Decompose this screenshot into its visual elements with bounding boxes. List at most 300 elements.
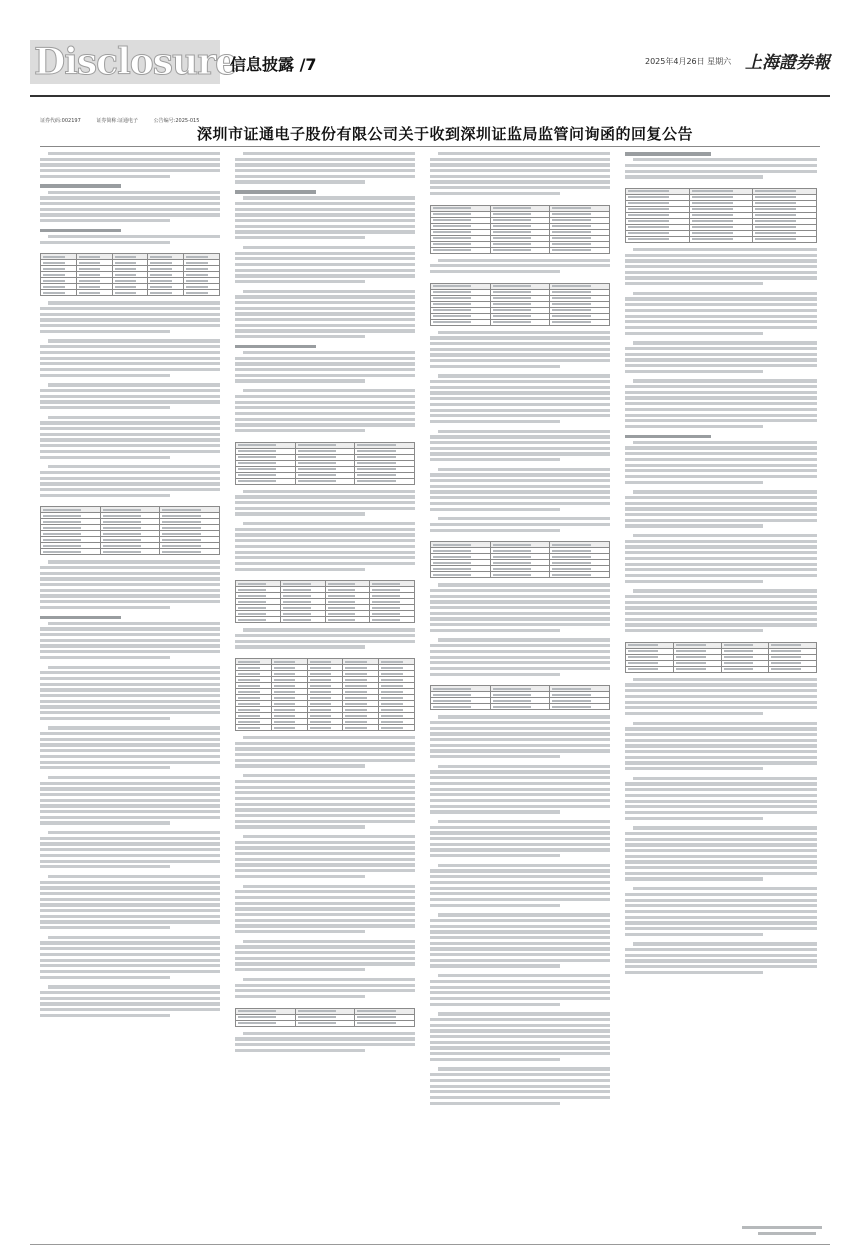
table-cell xyxy=(689,236,753,242)
text-line xyxy=(430,479,610,482)
cell-text-placeholder xyxy=(43,545,81,547)
cell-text-placeholder xyxy=(162,509,200,511)
cell-text-placeholder xyxy=(238,1010,276,1012)
cell-text-placeholder xyxy=(238,613,266,615)
text-line xyxy=(235,852,415,855)
text-line xyxy=(430,1041,610,1044)
cell-text-placeholder xyxy=(345,667,367,669)
cell-text-placeholder xyxy=(357,480,395,482)
cell-text-placeholder xyxy=(274,715,296,717)
text-line xyxy=(430,936,610,939)
cell-text-placeholder xyxy=(310,679,332,681)
text-line xyxy=(430,964,560,967)
cell-text-placeholder xyxy=(628,668,658,670)
text-line xyxy=(625,904,817,907)
table-cell xyxy=(769,666,817,672)
cell-text-placeholder xyxy=(79,262,101,264)
cell-text-placeholder xyxy=(552,285,590,287)
cell-text-placeholder xyxy=(692,196,733,198)
cell-text-placeholder xyxy=(345,727,367,729)
text-line xyxy=(243,490,415,493)
text-line xyxy=(235,312,415,315)
text-line xyxy=(625,419,817,422)
text-line xyxy=(40,330,170,333)
text-line xyxy=(243,290,415,293)
text-line xyxy=(438,974,610,977)
text-line xyxy=(430,925,610,928)
text-line xyxy=(430,732,610,735)
text-line xyxy=(430,755,560,758)
section-heading-line xyxy=(235,345,316,349)
text-line xyxy=(235,269,415,272)
text-line xyxy=(235,764,365,767)
cell-text-placeholder xyxy=(162,521,200,523)
text-line xyxy=(625,458,817,461)
text-line xyxy=(430,529,560,532)
cell-text-placeholder xyxy=(238,685,260,687)
cell-text-placeholder xyxy=(274,667,296,669)
text-line xyxy=(625,580,763,583)
cell-text-placeholder xyxy=(493,556,531,558)
cell-text-placeholder xyxy=(283,601,311,603)
cell-text-placeholder xyxy=(345,721,367,723)
cell-text-placeholder xyxy=(238,1016,276,1018)
cell-text-placeholder xyxy=(79,268,101,270)
text-line xyxy=(235,357,415,360)
text-line xyxy=(40,738,220,741)
cell-text-placeholder xyxy=(493,237,531,239)
cell-text-placeholder xyxy=(238,703,260,705)
cell-text-placeholder xyxy=(310,691,332,693)
text-line xyxy=(40,406,170,409)
cell-text-placeholder xyxy=(186,256,208,258)
cell-text-placeholder xyxy=(381,673,403,675)
text-line xyxy=(40,964,220,967)
text-line xyxy=(235,742,415,745)
cell-text-placeholder xyxy=(493,243,531,245)
text-line xyxy=(235,539,415,542)
text-line xyxy=(40,318,220,321)
text-line xyxy=(625,320,817,323)
cell-text-placeholder xyxy=(771,650,801,652)
text-line xyxy=(235,412,415,415)
text-line xyxy=(40,600,220,603)
cell-text-placeholder xyxy=(103,551,141,553)
text-line xyxy=(430,661,610,664)
text-line xyxy=(430,776,610,779)
cell-text-placeholder xyxy=(692,232,733,234)
cell-text-placeholder xyxy=(372,589,400,591)
text-line xyxy=(625,524,763,527)
text-line xyxy=(625,927,817,930)
paragraph-gap xyxy=(235,573,415,577)
text-line xyxy=(40,700,220,703)
text-line xyxy=(625,303,817,306)
data-table xyxy=(235,442,415,485)
text-line xyxy=(40,362,220,365)
text-line xyxy=(430,508,560,511)
cell-text-placeholder xyxy=(283,595,311,597)
cell-text-placeholder xyxy=(150,286,172,288)
text-line xyxy=(40,909,220,912)
text-line xyxy=(235,180,365,183)
text-line xyxy=(625,271,817,274)
cell-text-placeholder xyxy=(283,589,311,591)
text-line xyxy=(235,379,365,382)
table-cell xyxy=(626,236,690,242)
text-line xyxy=(430,1029,610,1032)
cell-text-placeholder xyxy=(493,297,531,299)
table-cell xyxy=(41,549,101,555)
text-line xyxy=(48,416,220,419)
table-cell xyxy=(673,666,721,672)
text-line xyxy=(243,628,415,631)
text-line xyxy=(430,600,610,603)
text-line xyxy=(430,980,610,983)
cell-text-placeholder xyxy=(493,315,531,317)
text-line xyxy=(625,877,763,880)
cell-text-placeholder xyxy=(345,679,367,681)
cell-text-placeholder xyxy=(755,226,796,228)
text-line xyxy=(40,427,220,430)
text-line xyxy=(40,438,220,441)
cell-text-placeholder xyxy=(433,574,471,576)
table-cell xyxy=(280,617,325,623)
cell-text-placeholder xyxy=(552,231,590,233)
text-line xyxy=(40,717,170,720)
cell-text-placeholder xyxy=(162,545,200,547)
text-line xyxy=(40,482,220,485)
text-line xyxy=(625,481,763,484)
text-line xyxy=(625,899,817,902)
cell-text-placeholder xyxy=(724,662,754,664)
cell-text-placeholder xyxy=(43,286,65,288)
stock-code: 证券代码:002197 xyxy=(40,118,81,124)
table-row xyxy=(431,572,610,578)
text-line xyxy=(430,403,610,406)
masthead xyxy=(30,40,830,86)
cell-text-placeholder xyxy=(433,213,471,215)
text-line xyxy=(40,202,220,205)
text-line xyxy=(235,820,415,823)
cell-text-placeholder xyxy=(552,213,590,215)
text-line xyxy=(235,1043,415,1046)
text-line xyxy=(430,810,560,813)
cell-text-placeholder xyxy=(433,315,471,317)
cell-text-placeholder xyxy=(493,568,531,570)
text-line xyxy=(40,566,220,569)
brand-wordmark: Disclosure xyxy=(34,41,238,83)
cell-text-placeholder xyxy=(676,650,706,652)
text-line xyxy=(40,175,170,178)
table-cell xyxy=(236,725,272,731)
paragraph-gap xyxy=(235,651,415,655)
text-line xyxy=(235,236,365,239)
text-line xyxy=(40,892,220,895)
cell-text-placeholder xyxy=(692,220,733,222)
cell-text-placeholder xyxy=(372,619,400,621)
text-line xyxy=(430,180,610,183)
text-line xyxy=(625,464,817,467)
table-row xyxy=(431,319,610,325)
text-line xyxy=(625,733,817,736)
text-line xyxy=(235,495,415,498)
text-line xyxy=(625,326,817,329)
text-line xyxy=(40,915,220,918)
text-line xyxy=(235,786,415,789)
text-line xyxy=(625,916,817,919)
table-cell xyxy=(100,549,160,555)
text-line xyxy=(625,332,763,335)
text-line xyxy=(40,688,220,691)
cell-text-placeholder xyxy=(493,550,531,552)
text-line xyxy=(40,947,220,950)
cell-text-placeholder xyxy=(433,321,471,323)
body-column-4 xyxy=(625,152,817,980)
text-line xyxy=(430,473,610,476)
text-line xyxy=(243,389,415,392)
text-line xyxy=(48,301,220,304)
brand-block xyxy=(30,40,238,84)
text-line xyxy=(625,469,817,472)
text-line xyxy=(430,1035,610,1038)
cell-text-placeholder xyxy=(771,668,801,670)
text-line xyxy=(235,890,415,893)
paragraph-gap xyxy=(625,635,817,639)
cell-text-placeholder xyxy=(79,256,101,258)
cell-text-placeholder xyxy=(238,589,266,591)
text-line xyxy=(633,248,817,251)
table-cell xyxy=(112,290,148,296)
cell-text-placeholder xyxy=(433,297,471,299)
cell-text-placeholder xyxy=(310,709,332,711)
cell-text-placeholder xyxy=(186,274,208,276)
text-line xyxy=(40,903,220,906)
text-line xyxy=(235,930,365,933)
cell-text-placeholder xyxy=(238,444,276,446)
text-line xyxy=(40,606,170,609)
cell-text-placeholder xyxy=(115,262,137,264)
text-line xyxy=(438,152,610,155)
cell-text-placeholder xyxy=(433,688,471,690)
cell-text-placeholder xyxy=(43,551,81,553)
text-line xyxy=(40,313,220,316)
cell-text-placeholder xyxy=(628,190,669,192)
text-line xyxy=(235,213,415,216)
text-line xyxy=(235,995,365,998)
text-line xyxy=(430,650,610,653)
text-line xyxy=(438,583,610,586)
cell-text-placeholder xyxy=(238,619,266,621)
text-line xyxy=(625,701,817,704)
text-line xyxy=(40,799,220,802)
text-line xyxy=(438,331,610,334)
text-line xyxy=(625,563,817,566)
text-line xyxy=(438,430,610,433)
cell-text-placeholder xyxy=(283,619,311,621)
cell-text-placeholder xyxy=(357,474,395,476)
cell-text-placeholder xyxy=(238,456,276,458)
text-line xyxy=(625,971,763,974)
text-line xyxy=(40,997,220,1000)
text-line xyxy=(235,825,365,828)
table-cell xyxy=(160,549,220,555)
stock-name: 证券简称:证通电子 xyxy=(96,118,139,124)
text-line xyxy=(438,1012,610,1015)
text-line xyxy=(430,1058,560,1061)
text-line xyxy=(235,951,415,954)
text-line xyxy=(40,970,220,973)
text-line xyxy=(430,414,610,417)
text-line xyxy=(430,930,610,933)
cell-text-placeholder xyxy=(433,550,471,552)
cell-text-placeholder xyxy=(238,480,276,482)
text-line xyxy=(625,446,817,449)
text-line xyxy=(625,893,817,896)
cell-text-placeholder xyxy=(238,583,266,585)
cell-text-placeholder xyxy=(310,673,332,675)
table-cell xyxy=(431,319,491,325)
text-line xyxy=(235,374,415,377)
signature-block xyxy=(742,1226,822,1237)
table-row xyxy=(236,1020,415,1026)
table-cell xyxy=(626,666,674,672)
text-line xyxy=(235,395,415,398)
text-line xyxy=(235,780,415,783)
section-heading-line xyxy=(40,229,121,233)
text-line xyxy=(625,612,817,615)
text-line xyxy=(430,1079,610,1082)
cell-text-placeholder xyxy=(115,274,137,276)
page-bottom-rule xyxy=(30,1244,830,1245)
text-line xyxy=(430,435,610,438)
text-line xyxy=(430,749,610,752)
table-cell xyxy=(431,572,491,578)
cell-text-placeholder xyxy=(755,196,796,198)
cell-text-placeholder xyxy=(493,213,531,215)
text-line xyxy=(430,612,610,615)
text-line xyxy=(235,1037,415,1040)
text-line xyxy=(243,885,415,888)
cell-text-placeholder xyxy=(628,650,658,652)
text-line xyxy=(40,433,220,436)
text-line xyxy=(235,869,415,872)
cell-text-placeholder xyxy=(433,568,471,570)
cell-text-placeholder xyxy=(771,662,801,664)
cell-text-placeholder xyxy=(328,589,356,591)
data-table xyxy=(40,506,220,555)
cell-text-placeholder xyxy=(493,694,531,696)
text-line xyxy=(430,163,610,166)
cell-text-placeholder xyxy=(103,533,141,535)
text-line xyxy=(430,727,610,730)
cell-text-placeholder xyxy=(692,202,733,204)
cell-text-placeholder xyxy=(238,727,260,729)
cell-text-placeholder xyxy=(552,237,590,239)
text-line xyxy=(40,787,220,790)
cell-text-placeholder xyxy=(238,721,260,723)
table-row xyxy=(41,549,220,555)
cell-text-placeholder xyxy=(552,291,590,293)
cell-text-placeholder xyxy=(238,715,260,717)
text-line xyxy=(430,386,610,389)
cell-text-placeholder xyxy=(381,661,403,663)
text-line xyxy=(235,634,415,637)
cell-text-placeholder xyxy=(345,709,367,711)
cell-text-placeholder xyxy=(345,661,367,663)
cell-text-placeholder xyxy=(310,667,332,669)
cell-text-placeholder xyxy=(328,607,356,609)
text-line xyxy=(40,471,220,474)
cell-text-placeholder xyxy=(628,214,669,216)
text-line xyxy=(625,568,817,571)
text-line xyxy=(48,465,220,468)
text-line xyxy=(430,770,610,773)
text-line xyxy=(625,385,817,388)
cell-text-placeholder xyxy=(433,694,471,696)
cell-text-placeholder xyxy=(103,509,141,511)
text-line xyxy=(40,842,220,845)
cell-text-placeholder xyxy=(283,607,311,609)
text-line xyxy=(40,633,220,636)
text-line xyxy=(430,264,610,267)
cell-text-placeholder xyxy=(298,462,336,464)
paragraph-gap xyxy=(430,678,610,682)
cell-text-placeholder xyxy=(328,601,356,603)
paragraph-gap xyxy=(625,976,817,980)
text-line xyxy=(625,860,817,863)
cell-text-placeholder xyxy=(283,583,311,585)
cell-text-placeholder xyxy=(298,468,336,470)
text-line xyxy=(625,545,817,548)
text-line xyxy=(235,753,415,756)
cell-text-placeholder xyxy=(310,721,332,723)
text-line xyxy=(430,898,610,901)
cell-text-placeholder xyxy=(433,219,471,221)
table-row xyxy=(236,725,415,731)
text-line xyxy=(625,811,817,814)
text-line xyxy=(40,477,220,480)
text-line xyxy=(430,1085,610,1088)
cell-text-placeholder xyxy=(552,562,590,564)
text-line xyxy=(40,1014,170,1017)
text-line xyxy=(625,689,817,692)
cell-text-placeholder xyxy=(552,568,590,570)
text-line xyxy=(625,170,817,173)
text-line xyxy=(430,843,610,846)
cell-text-placeholder xyxy=(433,562,471,564)
cell-text-placeholder xyxy=(238,468,276,470)
cell-text-placeholder xyxy=(238,462,276,464)
cell-text-placeholder xyxy=(676,668,706,670)
table-cell xyxy=(307,725,343,731)
section-heading-line xyxy=(235,190,316,194)
cell-text-placeholder xyxy=(298,1016,336,1018)
text-line xyxy=(235,219,415,222)
cell-text-placeholder xyxy=(381,697,403,699)
paragraph-gap xyxy=(430,534,610,538)
table-row xyxy=(236,617,415,623)
text-line xyxy=(40,941,220,944)
cell-text-placeholder xyxy=(676,644,706,646)
paragraph-gap xyxy=(40,246,220,250)
data-table xyxy=(40,253,220,296)
cell-text-placeholder xyxy=(357,450,395,452)
cell-text-placeholder xyxy=(433,285,471,287)
table-row xyxy=(626,236,817,242)
cell-text-placeholder xyxy=(43,280,65,282)
text-line xyxy=(625,358,817,361)
